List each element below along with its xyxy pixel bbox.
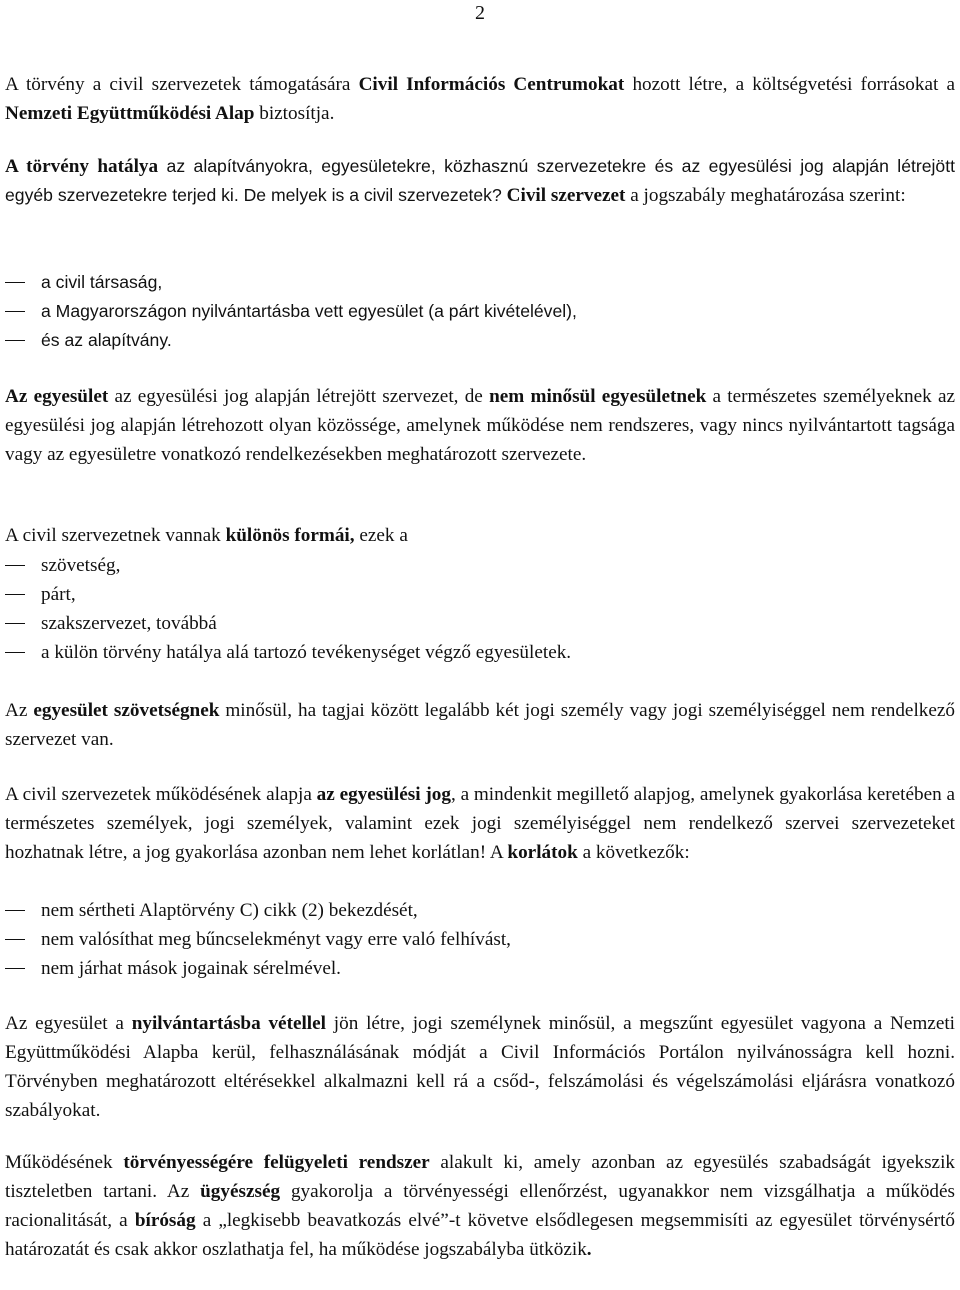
- paragraph-federation: [5, 696, 955, 754]
- list-item: szakszervezet, továbbá: [5, 609, 955, 638]
- list-item: és az alapítvány.: [5, 326, 955, 355]
- text: , a mindenkit megillető alapjog, amelynek gyakorlása keretében a természetes személyek, jogi személyek, valamint ezek jogi személyiséggel nem rendelkező szervei szervezeteket hozhatnak létre, a jog gyakorlása azonban nem lehet korlátlan! A: [5, 784, 955, 863]
- text: Az egyesület a: [5, 1013, 132, 1034]
- emphasis: nem minősül egyesületnek: [489, 386, 707, 407]
- list-item: a civil társaság,: [5, 268, 955, 297]
- list-civil-organizations: [5, 268, 955, 355]
- text: a következők:: [577, 842, 690, 863]
- emphasis: .: [586, 1239, 592, 1260]
- text: Az: [5, 700, 34, 721]
- text: jön létre, jogi személynek minősül, a megszűnt egyesület vagyona a Nemzeti Együttműködési Alapba kerül, felhasználásának módját a Civil Információs Portálon nyilvánosságra kell hozni. Törvényben meghatározott eltérésekkel alkalmazni kell rá a csőd-, felszámolási és végelszámolási eljárásra vonatkozó szabályokat.: [5, 1013, 955, 1121]
- text: a természetes személyeknek az egyesülési jog alapján létrehozott olyan közössége, amelynek működése nem rendszeres, vagy nincs nyilvántartott tagsága vagy az egyesületre vonatkozó rendelkezésekben meghatározott szervezete.: [5, 386, 955, 465]
- text: A civil szervezetek működésének alapja: [5, 784, 317, 805]
- paragraph-civil-centers: [5, 70, 955, 128]
- paragraph-supervision: [5, 1148, 955, 1264]
- paragraph-right-of-association: [5, 780, 955, 867]
- text: hozott létre, a költségvetési forrásokat a: [624, 74, 955, 95]
- text: minősül, ha tagjai között legalább két jogi személy vagy jogi személyiséggel nem rendelkező szervezet van.: [5, 700, 955, 750]
- emphasis: törvényességére felügyeleti rendszer: [123, 1152, 430, 1173]
- list-item: a Magyarországon nyilvántartásba vett egyesület (a párt kivételével),: [5, 297, 955, 326]
- text: gyakorolja a törvényességi ellenőrzést, ugyanakkor nem vizsgálhatja a működés racionalitását, a: [5, 1181, 955, 1231]
- text: az egyesülési jog alapján létrejött szervezet, de: [108, 386, 490, 407]
- paragraph-scope: [5, 152, 955, 210]
- emphasis: az egyesülési jog: [316, 784, 451, 805]
- list-item: nem sértheti Alaptörvény C) cikk (2) bekezdését,: [5, 896, 955, 925]
- emphasis: Nemzeti Együttműködési Alap: [5, 103, 255, 124]
- list-item: párt,: [5, 580, 955, 609]
- text: az alapítványokra, egyesületekre, közhasznú szervezetekre és az egyesülési jog alapján létrejött egyéb szervezetekre terjed ki. De melyek is a civil szervezetek?: [5, 156, 955, 205]
- text: a jogszabály meghatározása szerint:: [625, 185, 906, 206]
- list-item: nem járhat mások jogainak sérelmével.: [5, 954, 955, 983]
- list-special-forms: [5, 551, 955, 667]
- emphasis: Az egyesület: [5, 386, 109, 407]
- emphasis: A törvény hatálya: [5, 156, 159, 177]
- list-item: szövetség,: [5, 551, 955, 580]
- emphasis: Civil Információs Centrumokat: [358, 74, 625, 95]
- emphasis: egyesület szövetségnek: [33, 700, 220, 721]
- paragraph-special-forms: [5, 521, 955, 550]
- emphasis: Civil szervezet: [506, 185, 626, 206]
- paragraph-association-definition: [5, 382, 955, 469]
- text: alakult ki, amely azonban az egyesülés szabadságát igyekszik tiszteletben tartani. Az: [5, 1152, 955, 1202]
- text: a „legkisebb beavatkozás elvé”-t követve elsődlegesen megsemmisíti az egyesület törvénysértő határozatát és csak akkor oszlathatja fel, ha működése jogszabályba ütközik: [5, 1210, 955, 1260]
- text: ezek a: [354, 525, 408, 546]
- text: biztosítja.: [254, 103, 335, 124]
- list-limits: [5, 896, 955, 983]
- list-item: a külön törvény hatálya alá tartozó tevékenységet végző egyesületek.: [5, 638, 955, 667]
- text: A törvény a civil szervezetek támogatására: [5, 74, 359, 95]
- text: A civil szervezetnek vannak: [5, 525, 226, 546]
- emphasis: nyilvántartásba vétellel: [131, 1013, 326, 1034]
- emphasis: korlátok: [507, 842, 578, 863]
- emphasis: különös formái,: [225, 525, 355, 546]
- text: Működésének: [5, 1152, 124, 1173]
- emphasis: bíróság: [134, 1210, 196, 1231]
- page-number: 2: [475, 2, 485, 24]
- list-item: nem valósíthat meg bűncselekményt vagy erre való felhívást,: [5, 925, 955, 954]
- paragraph-registration: [5, 1009, 955, 1125]
- emphasis: ügyészség: [200, 1181, 281, 1202]
